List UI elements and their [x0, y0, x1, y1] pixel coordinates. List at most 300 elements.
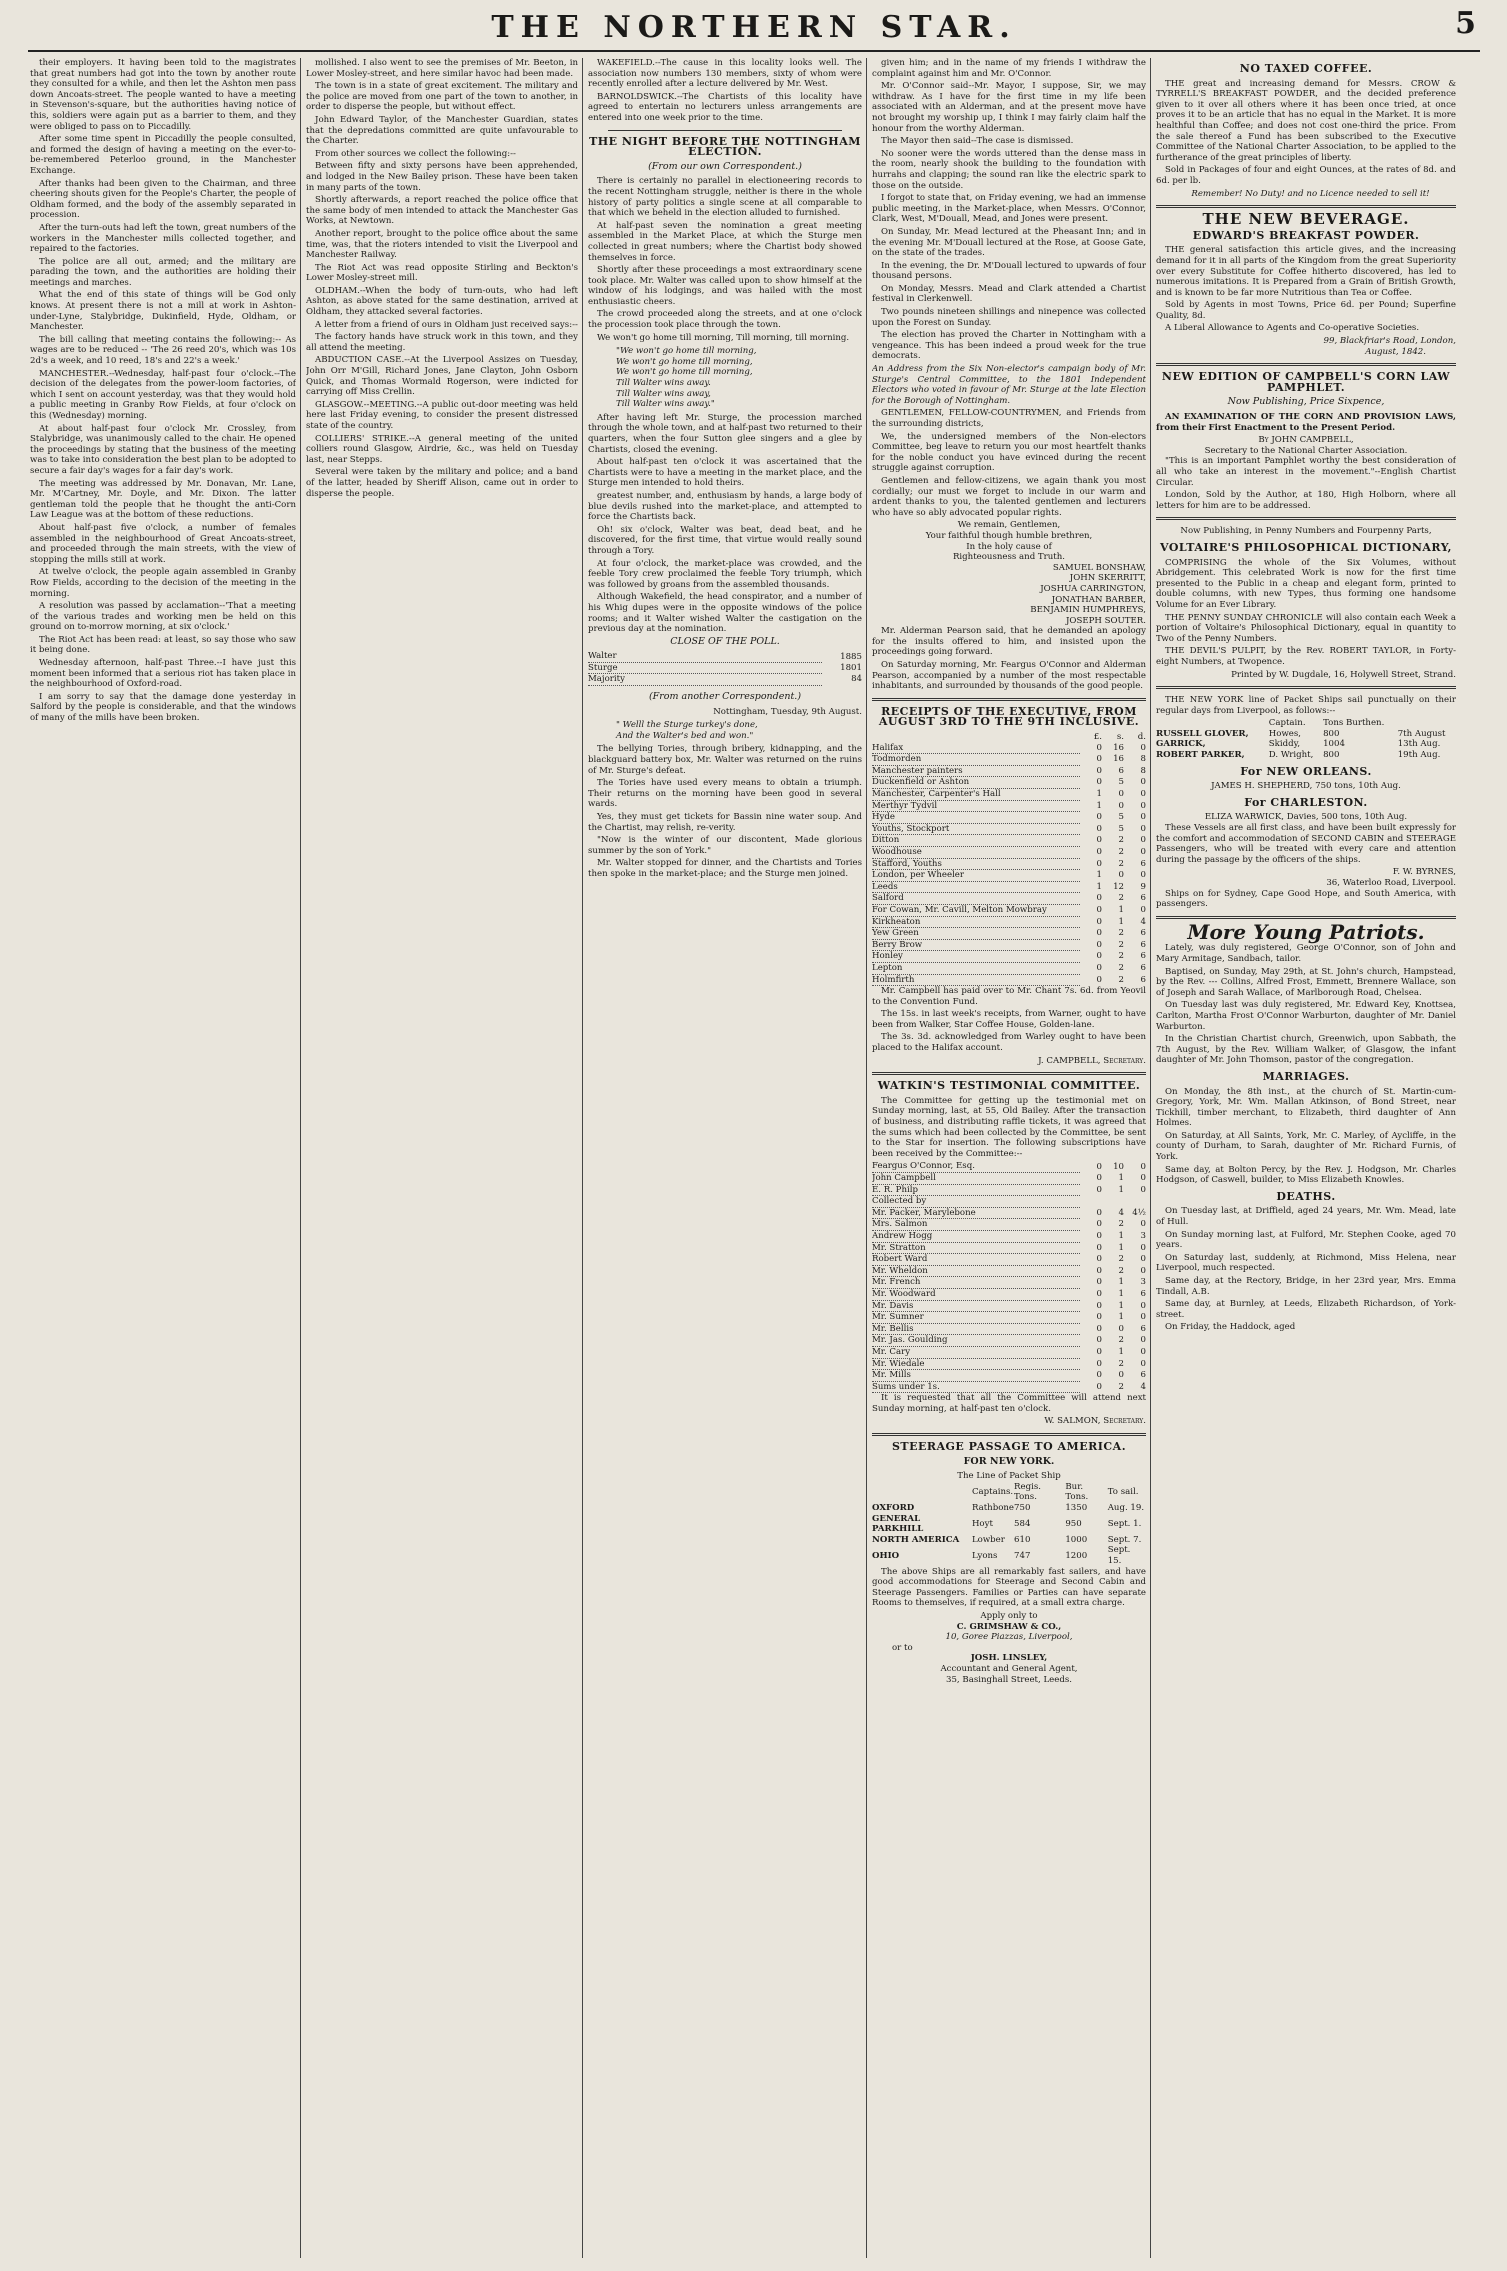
- column-3: [588, 58, 862, 2256]
- coffee-ad-text-2: Sold in Packages of four and eight Ounces, at the rates of 8d. and 6d. per lb.: [1156, 165, 1456, 186]
- receipts-pence: 0: [1140, 812, 1146, 823]
- receipts-pounds: 1: [1096, 870, 1102, 881]
- poll-candidate: Sturge: [588, 662, 822, 674]
- verse-line: " Welll the Sturge turkey's done,: [616, 720, 758, 731]
- article-body: [588, 176, 862, 343]
- paragraph: Gentlemen and fellow-citizens, we again thank you most cordially; our must we forget to include in our warm and ardent thanks to you, the talented gentlemen and lecturers who have so ably advocated popular rights.: [872, 475, 1146, 518]
- sub-shillings: 2: [1118, 1358, 1124, 1369]
- signatory: BENJAMIN HUMPHREYS,: [1030, 605, 1146, 616]
- column-rule: [1150, 58, 1151, 2258]
- receipts-shillings: 2: [1118, 835, 1124, 846]
- paragraph: We, the undersigned members of the Non-electors Committee, beg leave to return you our most heartfelt thanks for the noble conduct you have evinced during the recent struggle against corruption.: [872, 431, 1146, 474]
- paragraph: At about half-past four o'clock Mr. Crossley, from Stalybridge, was unanimously called to the chair. He opened the proceedings by stating that the business of the meeting was to take into consideration the best plan to be adopted to secure a fair day's wages for a fair day's work.: [30, 423, 296, 476]
- voltaire-printer: Printed by W. Dugdale, 16, Holywell Street, Strand.: [1231, 669, 1456, 680]
- sub-shillings: 2: [1118, 1254, 1124, 1265]
- paragraph: their employers. It having been told to the magistrates that great numbers had got into the town by another route they consulted for a while, and then let the Ashton men pass down Ancoats-street. The people wanted to have a meeting in Stevenson's-square, but the authorities having notice of this, soldiers were again put as a barrier to them, and they were obliged to pass on to Piccadilly.: [30, 58, 296, 132]
- receipts-row: [872, 916, 1146, 928]
- deaths-heading: DEATHS.: [1276, 1189, 1336, 1203]
- receipts-pence: 9: [1140, 881, 1146, 892]
- receipts-row: [872, 743, 1146, 754]
- paragraph: The bellying Tories, through bribery, kidnapping, and the blackguard battery box, Mr. Walter was returned on the ruins of Mr. Sturge's defeat.: [588, 744, 862, 776]
- paragraph: given him; and in the name of my friends I withdraw the complaint against him and Mr. O'Connor.: [872, 58, 1146, 79]
- packet-agent: F. W. BYRNES,: [1392, 867, 1456, 878]
- receipts-place: Stafford, Youths: [872, 858, 1080, 870]
- sub-shillings: 0: [1118, 1323, 1124, 1334]
- notice: Same day, at Burnley, at Leeds, Elizabeth Richardson, of York-street.: [1156, 1299, 1456, 1320]
- coffee-ad-note: Remember! No Duty! and no Licence needed to sell it!: [1191, 188, 1430, 199]
- receipts-row: [872, 754, 1146, 766]
- receipts-place: Leeds: [872, 881, 1080, 893]
- receipts-shillings: 2: [1118, 846, 1124, 857]
- receipts-place: Merthyr Tydvil: [872, 800, 1080, 812]
- subscriber: Mr. Wheldon: [872, 1265, 1080, 1277]
- page-number: 5: [1455, 6, 1476, 41]
- paragraph: COLLIERS' STRIKE.--A general meeting of the united colliers round Glasgow, Airdrie, &c., was held on Tuesday last, near Stepps.: [306, 433, 578, 465]
- steerage-header-blank: [872, 1482, 972, 1503]
- sub-pounds: 0: [1096, 1184, 1102, 1195]
- sub-pence: 4½: [1132, 1207, 1146, 1218]
- beverage-ad-text-2: Sold by Agents in most Towns, Price 6d. per Pound; Superfine Quality, 8d.: [1156, 300, 1456, 321]
- voltaire-ad-text: COMPRISING the whole of the Six Volumes, without Abridgement. This celebrated Work is now for the first time presented to the Public in a cheap and elegant form, printed to double columns, with new Types, thus forming one handsome Volume for an Ever Library.: [1156, 557, 1456, 610]
- steerage-ships: [872, 1482, 1146, 1567]
- steerage-agent-2-address: 35, Basinghall Street, Leeds.: [946, 1674, 1072, 1685]
- steerage-header-row: [872, 1482, 1146, 1503]
- paragraph: At half-past seven the nomination a great meeting assembled in the Market Place, at which the Sturge men collected in great numbers; where the Chartist body showed themselves in force.: [588, 220, 862, 263]
- receipts-shillings: 1: [1118, 916, 1124, 927]
- paragraph: greatest number, and, enthusiasm by hands, a large body of blue devils rushed into the market-place, and attempted to force the Chartists back.: [588, 490, 862, 523]
- paragraph: The bill calling that meeting contains the following:-- As wages are to be reduced -- 'The 26 reed 20's, which was 10s 2d's a week, and 10 reed, 18's and 22's a week.': [30, 334, 296, 367]
- receipts-pounds: 0: [1096, 904, 1102, 915]
- receipts-row: [872, 974, 1146, 986]
- sub-pounds: 0: [1096, 1312, 1102, 1323]
- marriages-notices: [1156, 1087, 1456, 1186]
- correspondent-heading: (From another Correspondent.): [648, 691, 802, 703]
- paragraph: In the evening, the Dr. M'Douall lectured to upwards of four thousand persons.: [872, 260, 1146, 282]
- receipts-shillings: 5: [1118, 812, 1124, 823]
- receipts-place: Manchester, Carpenter's Hall: [872, 789, 1080, 801]
- verse-line: "We won't go home till morning,: [616, 346, 757, 357]
- receipts-pence: 0: [1140, 823, 1146, 834]
- paragraph: Although Wakefield, the head conspirator, and a number of his Whig dupes were in the opposite windows of the police rooms; and it Walter wished Walter the castigation on the previous day at the nomination.: [588, 592, 862, 635]
- subscription-row: [872, 1323, 1146, 1335]
- ship-tons: 800: [1323, 728, 1340, 739]
- verse-line: Till Walter wins away.: [616, 378, 711, 389]
- paragraph: mollished. I also went to see the premises of Mr. Beeton, in Lower Mosley-street, and here similar havoc had been made.: [306, 58, 578, 79]
- poll-row: [588, 651, 862, 662]
- marriages-heading: MARRIAGES.: [1262, 1069, 1350, 1083]
- receipts-row: [872, 962, 1146, 974]
- cornlaw-author: By JOHN CAMPBELL,: [1258, 435, 1354, 446]
- receipts-shillings: 2: [1118, 928, 1124, 939]
- steerage-text: The above Ships are all remarkably fast sailers, and have good accommodations for Steerage and Second Cabin and Steerage Passengers. Families or Parties can have separate Rooms to themselves, if required, at a small extra charge.: [872, 1566, 1146, 1609]
- sub-pounds: 0: [1096, 1173, 1102, 1183]
- paragraph: BARNOLDSWICK.--The Chartists of this locality have agreed to entertain no lecturers unless arrangements are entered into one week prior to the time.: [588, 91, 862, 123]
- receipts-shillings: 16: [1113, 754, 1124, 765]
- sub-pounds: 0: [1096, 1370, 1102, 1381]
- sub-pence: 0: [1140, 1219, 1146, 1230]
- paragraph: At four o'clock, the market-place was crowded, and the feeble Tory crew proclaimed the feeble Tory triumph, which was followed by groans from the assembled thousands.: [588, 558, 862, 590]
- paragraph: The meeting was addressed by Mr. Donavan, Mr. Lane, Mr. M'Cartney, Mr. Doyle, and Mr. Dixon. The latter gentleman told the people that he thought the anti-Corn Law League was at the bottom of these reductions.: [30, 478, 296, 521]
- subscriber: Mr. Stratton: [872, 1242, 1080, 1254]
- paragraph: I forgot to state that, on Friday evening, we had an immense public meeting, in the Market-place, when Messrs. O'Connor, Clark, West, M'Douall, Mead, and Jones were present.: [872, 193, 1146, 225]
- paragraph: I am sorry to say that the damage done yesterday in Salford by the people is considerable, and that the windows of many of the mills have been broken.: [30, 691, 296, 724]
- beverage-ad-address: 99, Blackfriar's Road, London,: [1323, 336, 1456, 347]
- poll-candidate: Walter: [588, 651, 822, 662]
- correspondent-body: [588, 744, 862, 879]
- sub-pounds: 0: [1096, 1277, 1102, 1288]
- subscription-row: [872, 1265, 1146, 1277]
- steerage-ship-row: [872, 1545, 1146, 1566]
- receipts-pounds: 0: [1096, 754, 1102, 765]
- receipts-shillings: 2: [1118, 951, 1124, 962]
- steerage-agent: C. GRIMSHAW & CO.,: [956, 1621, 1062, 1632]
- separator: [872, 1433, 1146, 1436]
- verse-line: We won't go home till morning,: [616, 367, 753, 378]
- steerage-heading: STEERAGE PASSAGE TO AMERICA.: [891, 1440, 1127, 1454]
- ship-name: NORTH AMERICA: [872, 1534, 960, 1545]
- coffee-ad-text: THE great and increasing demand for Messrs. CROW & TYRRELL'S BREAKFAST POWDER, and the decided preference given to it over all others where it has been once tried, at once proves it to be an article that has no equal in the Market. It is more healthful than Coffee; and does not cost one-third the price. From the sale thereof a Fund has been subscribed to the Executive Committee of the National Charter Association, to be applied to the furtherance of the great principles of liberty.: [1156, 78, 1456, 163]
- paragraph: Mr. Campbell has paid over to Mr. Chant 7s. 6d. from Yeovil to the Convention Fund.: [872, 986, 1146, 1007]
- subscriber: Feargus O'Connor, Esq.: [872, 1161, 1080, 1172]
- paragraph: OLDHAM.--When the body of turn-outs, who had left Ashton, as above stated for the same destination, arrived at Oldham, they attacked several factories.: [306, 285, 578, 318]
- dateline: Nottingham, Tuesday, 9th August.: [713, 706, 862, 717]
- neworleans-heading: For NEW ORLEANS.: [1240, 764, 1372, 778]
- paragraph: There is certainly no parallel in electioneering records to the recent Nottingham struggle, neither is there in the whole history of party politics a single scene at all comparable to that which we beheld in the election alluded to furnished.: [588, 176, 862, 219]
- receipts-pence: 0: [1140, 870, 1146, 881]
- signatory: JONATHAN BARBER,: [1051, 594, 1146, 605]
- column-4: [872, 58, 1146, 2256]
- ship-name: GARRICK,: [1156, 739, 1206, 750]
- poll-votes: 1885: [840, 651, 862, 662]
- packet-text: These Vessels are all first class, and have been built expressly for the comfort and accommodation of SECOND CABIN and STEERAGE Passengers, who will be treated with every care and attention during the passage by the officers of the ships.: [1156, 823, 1456, 865]
- receipts-shillings: 0: [1118, 870, 1124, 881]
- receipts-pence: 4: [1140, 916, 1146, 927]
- receipts-shillings: 2: [1118, 962, 1124, 973]
- receipts-place: Ditton: [872, 835, 1080, 847]
- sub-pounds: 0: [1096, 1230, 1102, 1241]
- paragraph: On Sunday, Mr. Mead lectured at the Pheasant Inn; and in the evening Mr. M'Douall lectured at the Rose, at Goose Gate, on the state of the trades.: [872, 226, 1146, 259]
- cornlaw-author-role: Secretary to the National Charter Association.: [1204, 445, 1408, 456]
- poll-row: [588, 674, 862, 686]
- receipts-row: [872, 835, 1146, 847]
- patriots-heading: More Young Patriots.: [1187, 919, 1425, 944]
- voltaire-ad-subheading: Now Publishing, in Penny Numbers and Fourpenny Parts,: [1180, 526, 1432, 537]
- subscription-row: [872, 1288, 1146, 1300]
- sub-shillings: 10: [1113, 1161, 1124, 1172]
- receipts-shillings: 16: [1113, 742, 1124, 753]
- paragraph: After having left Mr. Sturge, the procession marched through the whole town, and at half-past two returned to their quarters, when the four Sutton glee singers and a glee by Chartists, closed the evening.: [588, 412, 862, 455]
- receipts-pence: 0: [1140, 777, 1146, 788]
- ship-tons: 1004: [1323, 739, 1345, 750]
- song-verse: [616, 346, 862, 410]
- ship-captain: Howes,: [1268, 728, 1302, 739]
- ship-register-tons: 747: [1014, 1550, 1031, 1561]
- subscription-row: [872, 1219, 1146, 1231]
- receipts-row: [872, 812, 1146, 824]
- receipts-heading: RECEIPTS OF THE EXECUTIVE, FROM AUGUST 3RD TO THE 9TH INCLUSIVE.: [878, 704, 1140, 729]
- notice: On Sunday morning last, at Fulford, Mr. Stephen Cooke, aged 70 years.: [1156, 1229, 1456, 1251]
- article-subhead: (From our own Correspondent.): [648, 160, 802, 172]
- beverage-ad-text: THE general satisfaction this article gives, and the increasing demand for it in all parts of the Kingdom from the great Superiority over every Substitute for Coffee hitherto discovered, has led to numerous imitations. It is Prepared from a Grain of British Growth, and is known to be far more Nutritious than Tea or Coffee.: [1156, 245, 1456, 298]
- receipts-pounds: 0: [1096, 962, 1102, 973]
- subscription-row: [872, 1242, 1146, 1254]
- receipts-place: London, per Wheeler: [872, 870, 1080, 882]
- newyork-ad-text: THE NEW YORK line of Packet Ships sail punctually on their regular days from Liverpool, as follows:--: [1156, 695, 1456, 716]
- steerage-ship-row: [872, 1503, 1146, 1514]
- ship-name: RUSSELL GLOVER,: [1156, 728, 1249, 739]
- steerage-col-header: Bur. Tons.: [1065, 1481, 1089, 1503]
- ny-col-header: Captain.: [1268, 718, 1306, 729]
- ship-name: ROBERT PARKER,: [1156, 750, 1245, 761]
- ship-captain: Skiddy,: [1268, 739, 1301, 750]
- subscription-row: [872, 1346, 1146, 1358]
- paragraph: About half-past five o'clock, a number of females assembled in the neighbourhood of Great Ancoats-street, and proceeded through the main streets, with the view of stopping the mills still at work.: [30, 522, 296, 565]
- receipts-row: [872, 928, 1146, 940]
- sub-pounds: 0: [1096, 1288, 1102, 1299]
- steerage-or: or to: [892, 1642, 913, 1653]
- signoff-line: Righteousness and Truth.: [952, 552, 1066, 563]
- paragraph: Wednesday afternoon, half-past Three.--I have just this moment been informed that a serious riot has taken place in the neighbourhood of Oxford-road.: [30, 658, 296, 690]
- receipts-note: [872, 986, 1146, 1054]
- sub-pence: 0: [1140, 1312, 1146, 1323]
- receipts-shillings: 2: [1118, 974, 1124, 985]
- receipts-pence: 6: [1140, 893, 1146, 904]
- sub-shillings: 2: [1118, 1219, 1124, 1230]
- receipts-pounds: 0: [1096, 858, 1102, 869]
- receipts-pounds: 1: [1096, 800, 1102, 811]
- ship-sail-date: 13th Aug.: [1397, 739, 1441, 750]
- subscriber: Mr. Davis: [872, 1300, 1080, 1312]
- sub-pence: 4: [1140, 1381, 1146, 1392]
- paragraph: Another report, brought to the police office about the same time, was, that the rioters intended to visit the Liverpool and Manchester Railway.: [306, 228, 578, 261]
- receipts-header-blank: [872, 732, 1080, 743]
- subscription-row: [872, 1161, 1146, 1172]
- subscriber: Mr. Bellis: [872, 1323, 1080, 1335]
- subscription-row: [872, 1196, 1146, 1208]
- paragraph: John Edward Taylor, of the Manchester Guardian, states that the depredations committed are quite unfavourable to the Charter.: [306, 114, 578, 147]
- poll-votes: 1801: [840, 662, 862, 673]
- sub-shillings: 1: [1118, 1184, 1124, 1195]
- signatory: JOSHUA CARRINGTON,: [1040, 583, 1146, 594]
- sub-pounds: 0: [1096, 1300, 1102, 1311]
- paragraph: Shortly after these proceedings a most extraordinary scene took place. Mr. Walter was called upon to show himself at the window of his lodgings, and was hailed with the most enthusiastic cheers.: [588, 265, 862, 307]
- paragraph: From other sources we collect the following:--: [315, 148, 516, 159]
- subscription-row: [872, 1173, 1146, 1185]
- paragraph: GENTLEMEN, FELLOW-COUNTRYMEN, and Friends from the surrounding districts,: [872, 408, 1146, 429]
- notice: On Monday, the 8th inst., at the church of St. Martin-cum-Gregory, York, Mr. Wm. Mallan Atkinson, of Bond Street, near Tickhill, timber merchant, to Elizabeth, third daughter of Ann Holmes.: [1156, 1086, 1456, 1129]
- subscription-row: [872, 1277, 1146, 1289]
- receipts-pounds: 0: [1096, 951, 1102, 962]
- notice: Lately, was duly registered, George O'Connor, son of John and Mary Armitage, Sandbach, tailor.: [1156, 943, 1456, 964]
- paragraph: After thanks had been given to the Chairman, and three cheering shouts given for the People's Charter, the people of Oldham formed, and the body of the assembly separated in procession.: [30, 178, 296, 221]
- sub-shillings: 1: [1118, 1242, 1124, 1253]
- article-body-continued: [588, 413, 862, 489]
- receipts-place: Youths, Stockport: [872, 823, 1080, 835]
- column-rule: [582, 58, 583, 2258]
- ship-register-tons: 584: [1014, 1518, 1031, 1529]
- subscription-row: [872, 1312, 1146, 1324]
- poll-heading: CLOSE OF THE POLL.: [670, 635, 780, 647]
- sub-pence: 0: [1140, 1184, 1146, 1195]
- voltaire-ad-text-2: THE PENNY SUNDAY CHRONICLE will also contain each Week a portion of Voltaire's Philosophical Dictionary, equal in quantity to Two of the Penny Numbers.: [1156, 612, 1456, 644]
- receipts-row: [872, 904, 1146, 916]
- receipts-pounds: 0: [1096, 835, 1102, 846]
- watkins-subscriptions: [872, 1161, 1146, 1393]
- newspaper-title: THE NORTHERN STAR.: [491, 10, 1017, 45]
- receipts-row: [872, 858, 1146, 870]
- sub-pounds: 0: [1096, 1219, 1102, 1230]
- signoff-line: Your faithful though humble brethren,: [925, 530, 1093, 541]
- receipts-place: For Cowan, Mr. Cavill, Melton Mowbray: [872, 904, 1080, 916]
- paragraph: The town is in a state of great excitement. The military and the police are moved from one part of the town to another, in order to disperse the people, but without effect.: [306, 81, 578, 113]
- receipts-pounds: 0: [1096, 823, 1102, 834]
- receipts-pence: 6: [1140, 974, 1146, 985]
- column-2: [306, 58, 578, 2256]
- ship-burthen-tons: 1350: [1065, 1503, 1088, 1514]
- receipts-shillings: 12: [1113, 881, 1124, 892]
- receipts-place: Honley: [872, 951, 1080, 963]
- poll-candidate: Majority: [588, 674, 822, 686]
- signatory: SAMUEL BONSHAW,: [1052, 562, 1146, 573]
- ship-sail-date: Aug. 19.: [1107, 1503, 1145, 1514]
- subscriber: Mr. Wiedale: [872, 1358, 1080, 1370]
- sub-shillings: 0: [1118, 1370, 1124, 1381]
- sub-shillings: 2: [1118, 1381, 1124, 1392]
- sub-pence: 0: [1140, 1254, 1146, 1265]
- sub-pounds: 0: [1096, 1358, 1102, 1369]
- sub-pence: 0: [1140, 1335, 1146, 1346]
- ship-register-tons: 610: [1014, 1534, 1031, 1545]
- cornlaw-ad-text-2: "This is an important Pamphlet worthy the best consideration of all who take an interest in the movement."--English Chartist Circular.: [1156, 456, 1456, 488]
- paragraph: The Riot Act has been read: at least, so say those who saw it being done.: [30, 634, 296, 656]
- rhyme-verse: [616, 720, 862, 741]
- subscription-row: [872, 1254, 1146, 1266]
- receipts-col-header: d.: [1137, 732, 1146, 743]
- receipts-pounds: 0: [1096, 939, 1102, 950]
- paragraph: Mr. O'Connor said--Mr. Mayor, I suppose, Sir, we may withdraw. As I have for the first time in my life been associated with an Alderman, and at the present move have not brought my worship up, I think I may fairly claim half the honour from the worthy Alderman.: [872, 81, 1146, 134]
- separator: [1156, 205, 1456, 208]
- address-heading: An Address from the Six Non-elector's campaign body of Mr. Sturge's Central Committee, to the 1801 Independent Electors who voted in favour of Mr. Sturge at the late Election for the Borough of Nottingham.: [872, 364, 1146, 406]
- receipts-row: [872, 846, 1146, 858]
- receipts-shillings: 5: [1118, 823, 1124, 834]
- deaths-notices: [1156, 1206, 1456, 1333]
- ship-register-tons: 750: [1014, 1503, 1031, 1514]
- voltaire-ad-text-3: THE DEVIL'S PULPIT, by the Rev. ROBERT TAYLOR, in Forty-eight Numbers, at Twopence.: [1156, 646, 1456, 667]
- steerage-apply: Apply only to: [980, 1610, 1038, 1621]
- receipts-col-header: s.: [1116, 732, 1124, 743]
- sub-pence: 0: [1140, 1161, 1146, 1172]
- sub-pence: 6: [1140, 1323, 1146, 1334]
- ship-captain: Rathbone: [971, 1503, 1015, 1514]
- receipts-row: [872, 893, 1146, 905]
- watkins-note: It is requested that all the Committee will attend next Sunday morning, at half-past ten o'clock.: [872, 1393, 1146, 1414]
- receipts-pounds: 0: [1096, 765, 1102, 776]
- newyork-ships: [1156, 718, 1456, 760]
- receipts-pence: 0: [1140, 789, 1146, 799]
- subscriber: Andrew Hogg: [872, 1230, 1080, 1242]
- beverage-ad-text-3: A Liberal Allowance to Agents and Co-operative Societies.: [1165, 323, 1420, 334]
- paragraph: Oh! six o'clock, Walter was beat, dead beat, and he discovered, for the first time, that virtue would really sound through a Tory.: [588, 524, 862, 556]
- ny-header-row: [1156, 718, 1456, 729]
- address-signatories: [872, 563, 1146, 627]
- paragraph: The police are all out, armed; and the military are parading the town, and the authorities are holding their meetings and marches.: [30, 256, 296, 288]
- col2-paragraphs: [306, 58, 578, 499]
- receipts-place: Duckenfield or Ashton: [872, 777, 1080, 789]
- verse-line: Till Walter wins away.": [616, 399, 715, 410]
- poll-results: [588, 651, 862, 686]
- ny-ship-row: [1156, 739, 1456, 750]
- subscriber: Robert Ward: [872, 1254, 1080, 1266]
- paragraph: After the turn-outs had left the town, great numbers of the workers in the Manchester mills collected together, and repaired to the factories.: [30, 222, 296, 255]
- paragraph: Mr. Walter stopped for dinner, and the Chartists and Tories then spoke in the market-place; and the Sturge men joined.: [588, 858, 862, 879]
- sub-pence: 6: [1140, 1370, 1146, 1381]
- receipts-row: [872, 823, 1146, 835]
- sub-shillings: 1: [1118, 1288, 1124, 1299]
- paragraph: What the end of this state of things will be God only knows. At present there is not a mill at work in Ashton-under-Lyne, Stalybridge, Dukinfield, Hyde, Oldham, or Manchester.: [30, 290, 296, 333]
- sub-pounds: [1080, 1196, 1102, 1208]
- paragraph: The 15s. in last week's receipts, from Warner, ought to have been from Walker, Star Coffee House, Golden-lane.: [872, 1009, 1146, 1030]
- receipts-row: [872, 777, 1146, 789]
- receipts-shillings: 2: [1118, 893, 1124, 904]
- receipts-pounds: 0: [1096, 928, 1102, 939]
- paragraph: On Monday, Messrs. Mead and Clark attended a Chartist festival in Clerkenwell.: [872, 283, 1146, 305]
- paragraph: A resolution was passed by acclamation--'That a meeting of the various trades and working men be held on this ground on to-morrow morning, at six o'clock.': [30, 601, 296, 633]
- signatory: JOHN SKERRITT,: [1069, 573, 1146, 584]
- steerage-agent-address: 10, Goree Piazzas, Liverpool,: [945, 1632, 1073, 1643]
- cornlaw-ad-subheading: Now Publishing, Price Sixpence,: [1227, 396, 1385, 408]
- separator: [872, 698, 1146, 701]
- steerage-agent-2-role: Accountant and General Agent,: [940, 1663, 1078, 1674]
- ship-name: OHIO: [872, 1550, 900, 1561]
- subscriber: Mr. Packer, Marylebone: [872, 1207, 1080, 1219]
- subscription-row: [872, 1300, 1146, 1312]
- receipts-pounds: 0: [1096, 777, 1102, 788]
- separator: [608, 130, 842, 131]
- receipts-place: Todmorden: [872, 754, 1080, 766]
- receipts-shillings: 6: [1118, 765, 1124, 776]
- sub-pence: 3: [1140, 1230, 1146, 1241]
- article-headline: THE NIGHT BEFORE THE NOTTINGHAM ELECTION.: [589, 134, 861, 159]
- subscription-row: [872, 1184, 1146, 1196]
- receipts-table: [872, 732, 1146, 986]
- sub-shillings: 4: [1118, 1207, 1124, 1218]
- ship-sail-date: Sept. 15.: [1107, 1545, 1131, 1566]
- signoff-line: We remain, Gentlemen,: [957, 520, 1061, 531]
- packet-address: 36, Waterloo Road, Liverpool.: [1326, 878, 1456, 888]
- sub-pence: 0: [1140, 1173, 1146, 1183]
- notice: In the Christian Chartist church, Greenwich, upon Sabbath, the 7th August, by the Rev. William Walker, of Glasgow, the infant daughter of Mr. John Thomson, pastor of the congregation.: [1156, 1034, 1456, 1066]
- sub-pounds: 0: [1096, 1346, 1102, 1357]
- ship-name: OXFORD: [872, 1503, 915, 1514]
- sub-shillings: [1102, 1196, 1124, 1208]
- sub-pounds: 0: [1096, 1335, 1102, 1346]
- signoff-line: In the holy cause of: [966, 541, 1052, 552]
- receipts-pounds: 0: [1096, 742, 1102, 753]
- subscriber: Mr. Jas. Goulding: [872, 1335, 1080, 1347]
- receipts-row: [872, 881, 1146, 893]
- steerage-col-header: Captains.: [971, 1487, 1014, 1498]
- subscriber: John Campbell: [872, 1173, 1080, 1185]
- sub-pence: [1124, 1196, 1146, 1208]
- beverage-ad-subheading: EDWARD'S BREAKFAST POWDER.: [1192, 228, 1420, 242]
- paragraph: The crowd proceeded along the streets, and at one o'clock the procession took place through the town.: [588, 309, 862, 331]
- receipts-pounds: 0: [1096, 812, 1102, 823]
- col4-paragraphs-2: [872, 626, 1146, 692]
- sub-pounds: 0: [1096, 1207, 1102, 1218]
- charleston-heading: For CHARLESTON.: [1244, 795, 1368, 809]
- sub-pence: 3: [1140, 1277, 1146, 1288]
- ship-burthen-tons: 950: [1065, 1518, 1082, 1529]
